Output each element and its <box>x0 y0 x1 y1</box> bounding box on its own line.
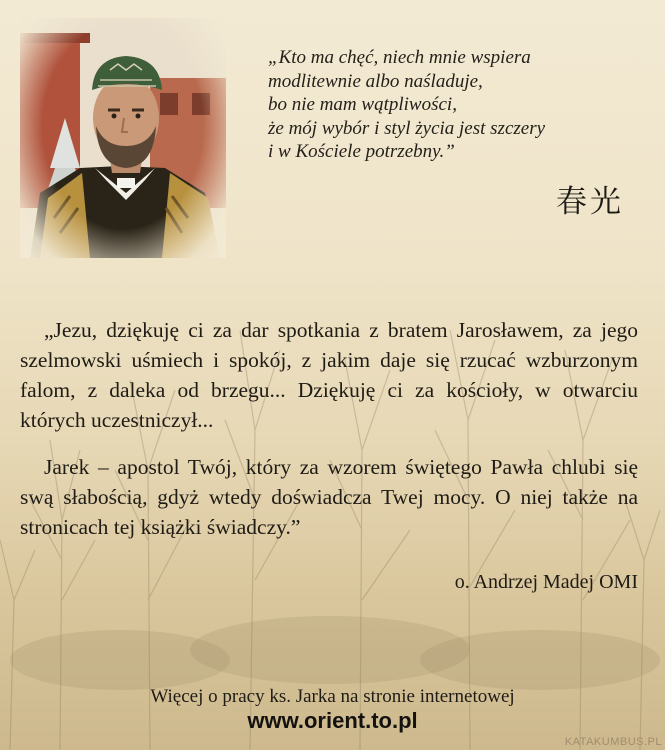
chinese-signature: 春光 <box>556 184 624 220</box>
top-quote-line: „Kto ma chęć, niech mnie wspiera <box>268 47 531 68</box>
top-quote-line: i w Kościele potrzebny.” <box>268 141 455 162</box>
portrait-photo <box>20 18 226 258</box>
watermark: KATAKUMBUS.PL <box>564 736 662 748</box>
quote-author: o. Andrzej Madej OMI <box>454 571 638 593</box>
website-link[interactable]: www.orient.to.pl <box>247 708 418 733</box>
main-quote <box>20 315 638 542</box>
top-quote <box>268 46 648 164</box>
top-quote-line: że mój wybór i styl życia jest szczery <box>268 117 546 139</box>
main-quote-paragraph-2: Jarek – apostol Twój, który za wzorem świętego Pawła chlubi się swą słabością, gdyż wtedy doświadcza Twej mocy. O niej także na stronicach tej książki świadczy.” <box>20 455 638 539</box>
top-quote-line: modlitewnie albo naśladuje, <box>268 70 483 92</box>
top-quote-line: bo nie mam wątpliwości, <box>268 94 457 115</box>
main-quote-paragraph-1: „Jezu, dziękuję ci za dar spotkania z bratem Jarosławem, za jego szelmowski uśmiech i spokój, z jakim daje się rzucać wzburzonym falom, z daleka od brzegu... Dziękuję ci za kościoły, w otwarciu których uczestniczył... <box>20 318 638 432</box>
footer-text: Więcej o pracy ks. Jarka na stronie internetowej <box>150 686 515 707</box>
